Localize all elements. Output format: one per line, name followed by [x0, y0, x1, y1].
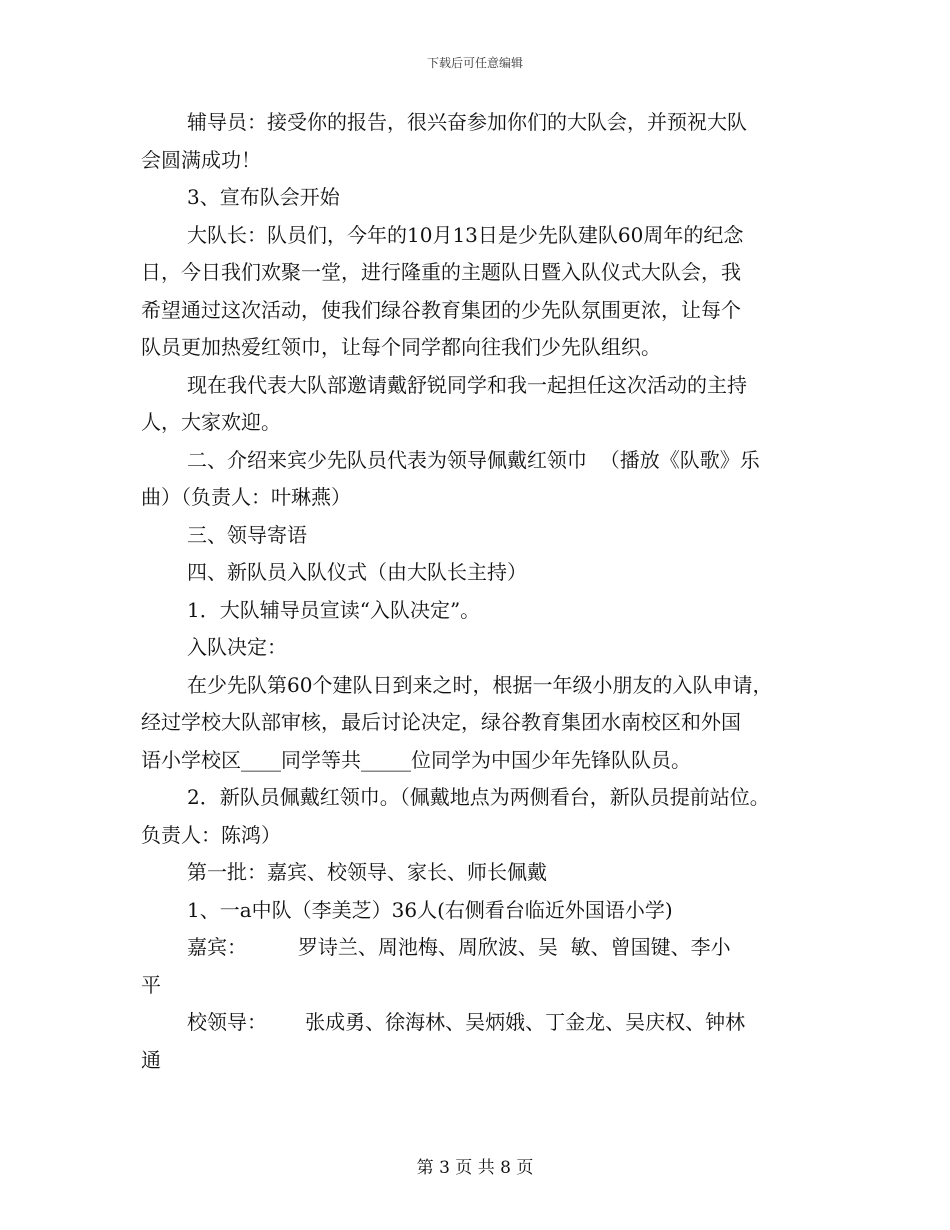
text-line: 平 — [141, 972, 161, 997]
text-line: 人，大家欢迎。 — [141, 410, 281, 434]
text-line: 日，今日我们欢聚一堂，进行隆重的主题队日暨入队仪式大队会，我 — [141, 260, 741, 284]
text-line: 曲）（负责人：叶琳燕） — [141, 485, 351, 509]
text-line: 2．新队员佩戴红领巾。（佩戴地点为两侧看台，新队员提前站位。 — [187, 785, 770, 809]
text-line: 3、宣布队会开始 — [187, 185, 340, 209]
section-heading: 三、领导寄语 — [187, 522, 307, 547]
section-heading: 四、新队员入队仪式（由大队长主持） — [187, 560, 527, 584]
text-line: 二、介绍来宾少先队员代表为领导佩戴红领巾 （播放《队歌》乐 — [187, 447, 760, 472]
text-line: 会圆满成功！ — [141, 147, 261, 172]
text-line: 通 — [141, 1047, 161, 1072]
text-line: 辅导员：接受你的报告，很兴奋参加你们的大队会，并预祝大队 — [187, 110, 747, 134]
text-line: 入队决定： — [187, 635, 287, 659]
text-line: 负责人：陈鸿） — [141, 822, 281, 847]
text-line: 第一批：嘉宾、校领导、家长、师长佩戴 — [187, 860, 547, 884]
page-header: 下载后可任意编辑 — [426, 56, 523, 70]
page-footer: 第 3 页 共 8 页 — [416, 1158, 534, 1178]
text-line: 队员更加热爱红领巾，让每个同学都向往我们少先队组织。 — [141, 335, 661, 359]
text-line: 在少先队第60个建队日到来之时，根据一年级小朋友的入队申请， — [187, 672, 773, 697]
text-line: 经过学校大队部审核，最后讨论决定，绿谷教育集团水南校区和外国 — [141, 710, 741, 734]
text-line: 希望通过这次活动，使我们绿谷教育集团的少先队氛围更浓，让每个 — [141, 297, 741, 322]
text-line: 现在我代表大队部邀请戴舒锐同学和我一起担任这次活动的主持 — [187, 372, 747, 397]
text-line: 校领导： 张成勇、徐海林、吴炳娥、丁金龙、吴庆权、钟林 — [187, 1010, 746, 1034]
text-line: 大队长：队员们，今年的10月13日是少先队建队60周年的纪念 — [187, 222, 744, 247]
text-line: 1、一a中队（李美芝）36人(右侧看台临近外国语小学) — [187, 897, 673, 922]
document-body — [141, 104, 821, 1079]
text-line: 嘉宾： 罗诗兰、周池梅、周欣波、吴 敏、曾国键、李小 — [187, 935, 731, 959]
text-line: 语小学校区____同学等共_____位同学为中国少年先锋队队员。 — [141, 747, 691, 772]
text-line: 1．大队辅导员宣读“入队决定”。 — [187, 597, 481, 622]
